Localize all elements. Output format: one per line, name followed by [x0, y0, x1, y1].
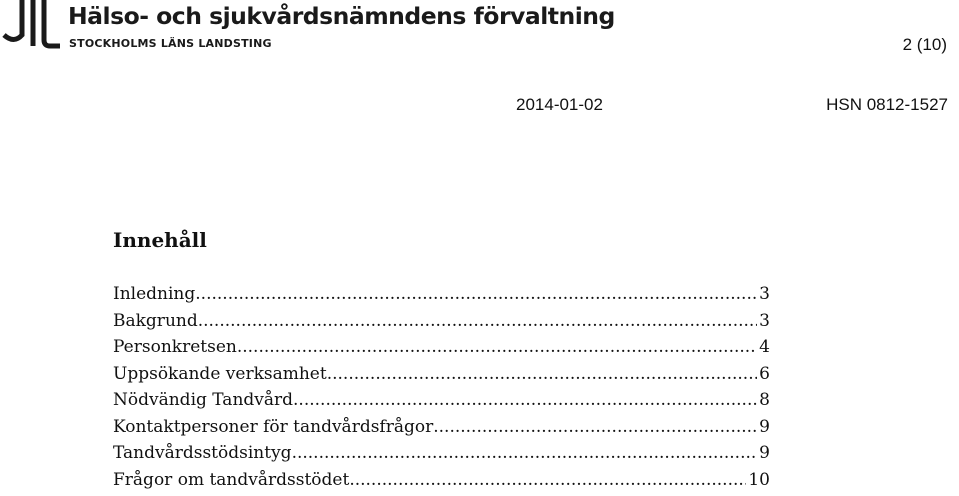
table-of-contents — [113, 284, 770, 496]
toc-entry-title: Personkretsen — [113, 337, 237, 357]
toc-entry-title: Uppsökande verksamhet — [113, 363, 327, 384]
toc-dot-leader — [433, 417, 757, 437]
toc-dot-leader — [327, 364, 757, 384]
toc-entry-page: 3 — [759, 284, 770, 304]
document-date: 2014-01-02 — [516, 95, 603, 114]
toc-entry-page: 9 — [759, 443, 770, 463]
toc-entry[interactable] — [113, 364, 770, 391]
toc-dot-leader — [349, 470, 746, 490]
toc-heading: Innehåll — [113, 228, 207, 252]
organization-subtitle: STOCKHOLMS LÄNS LANDSTING — [69, 37, 272, 50]
toc-entry-title: Tandvårdsstödsintyg — [113, 443, 292, 463]
toc-dot-leader — [293, 390, 757, 410]
organization-name: Hälso- och sjukvårdsnämndens förvaltning — [68, 2, 615, 30]
toc-entry-page: 3 — [759, 310, 770, 331]
toc-entry-page: 8 — [759, 390, 770, 410]
toc-entry[interactable] — [113, 284, 770, 311]
toc-entry-title: Frågor om tandvårdsstödet — [113, 469, 350, 490]
toc-dot-leader — [237, 337, 757, 357]
toc-entry[interactable] — [113, 337, 770, 364]
toc-entry[interactable] — [113, 470, 770, 496]
toc-entry-page: 9 — [759, 416, 770, 437]
toc-dot-leader — [195, 284, 757, 304]
page-number: 2 (10) — [902, 35, 947, 54]
toc-entry[interactable] — [113, 311, 770, 338]
toc-entry-page: 4 — [759, 337, 770, 357]
toc-entry-page: 6 — [759, 363, 770, 384]
sll-logo-icon — [0, 0, 62, 50]
toc-entry-title: Inledning — [113, 284, 196, 304]
toc-entry[interactable] — [113, 390, 770, 417]
toc-entry-page: 10 — [748, 469, 770, 490]
toc-entry-title: Kontaktpersoner för tandvårdsfrågor — [113, 416, 434, 437]
toc-entry-title: Nödvändig Tandvård — [113, 390, 294, 410]
toc-dot-leader — [198, 311, 757, 331]
toc-dot-leader — [292, 443, 758, 463]
document-reference: HSN 0812-1527 — [826, 95, 948, 114]
toc-entry-title: Bakgrund — [113, 310, 198, 331]
toc-entry[interactable] — [113, 417, 770, 444]
toc-entry[interactable] — [113, 443, 770, 470]
